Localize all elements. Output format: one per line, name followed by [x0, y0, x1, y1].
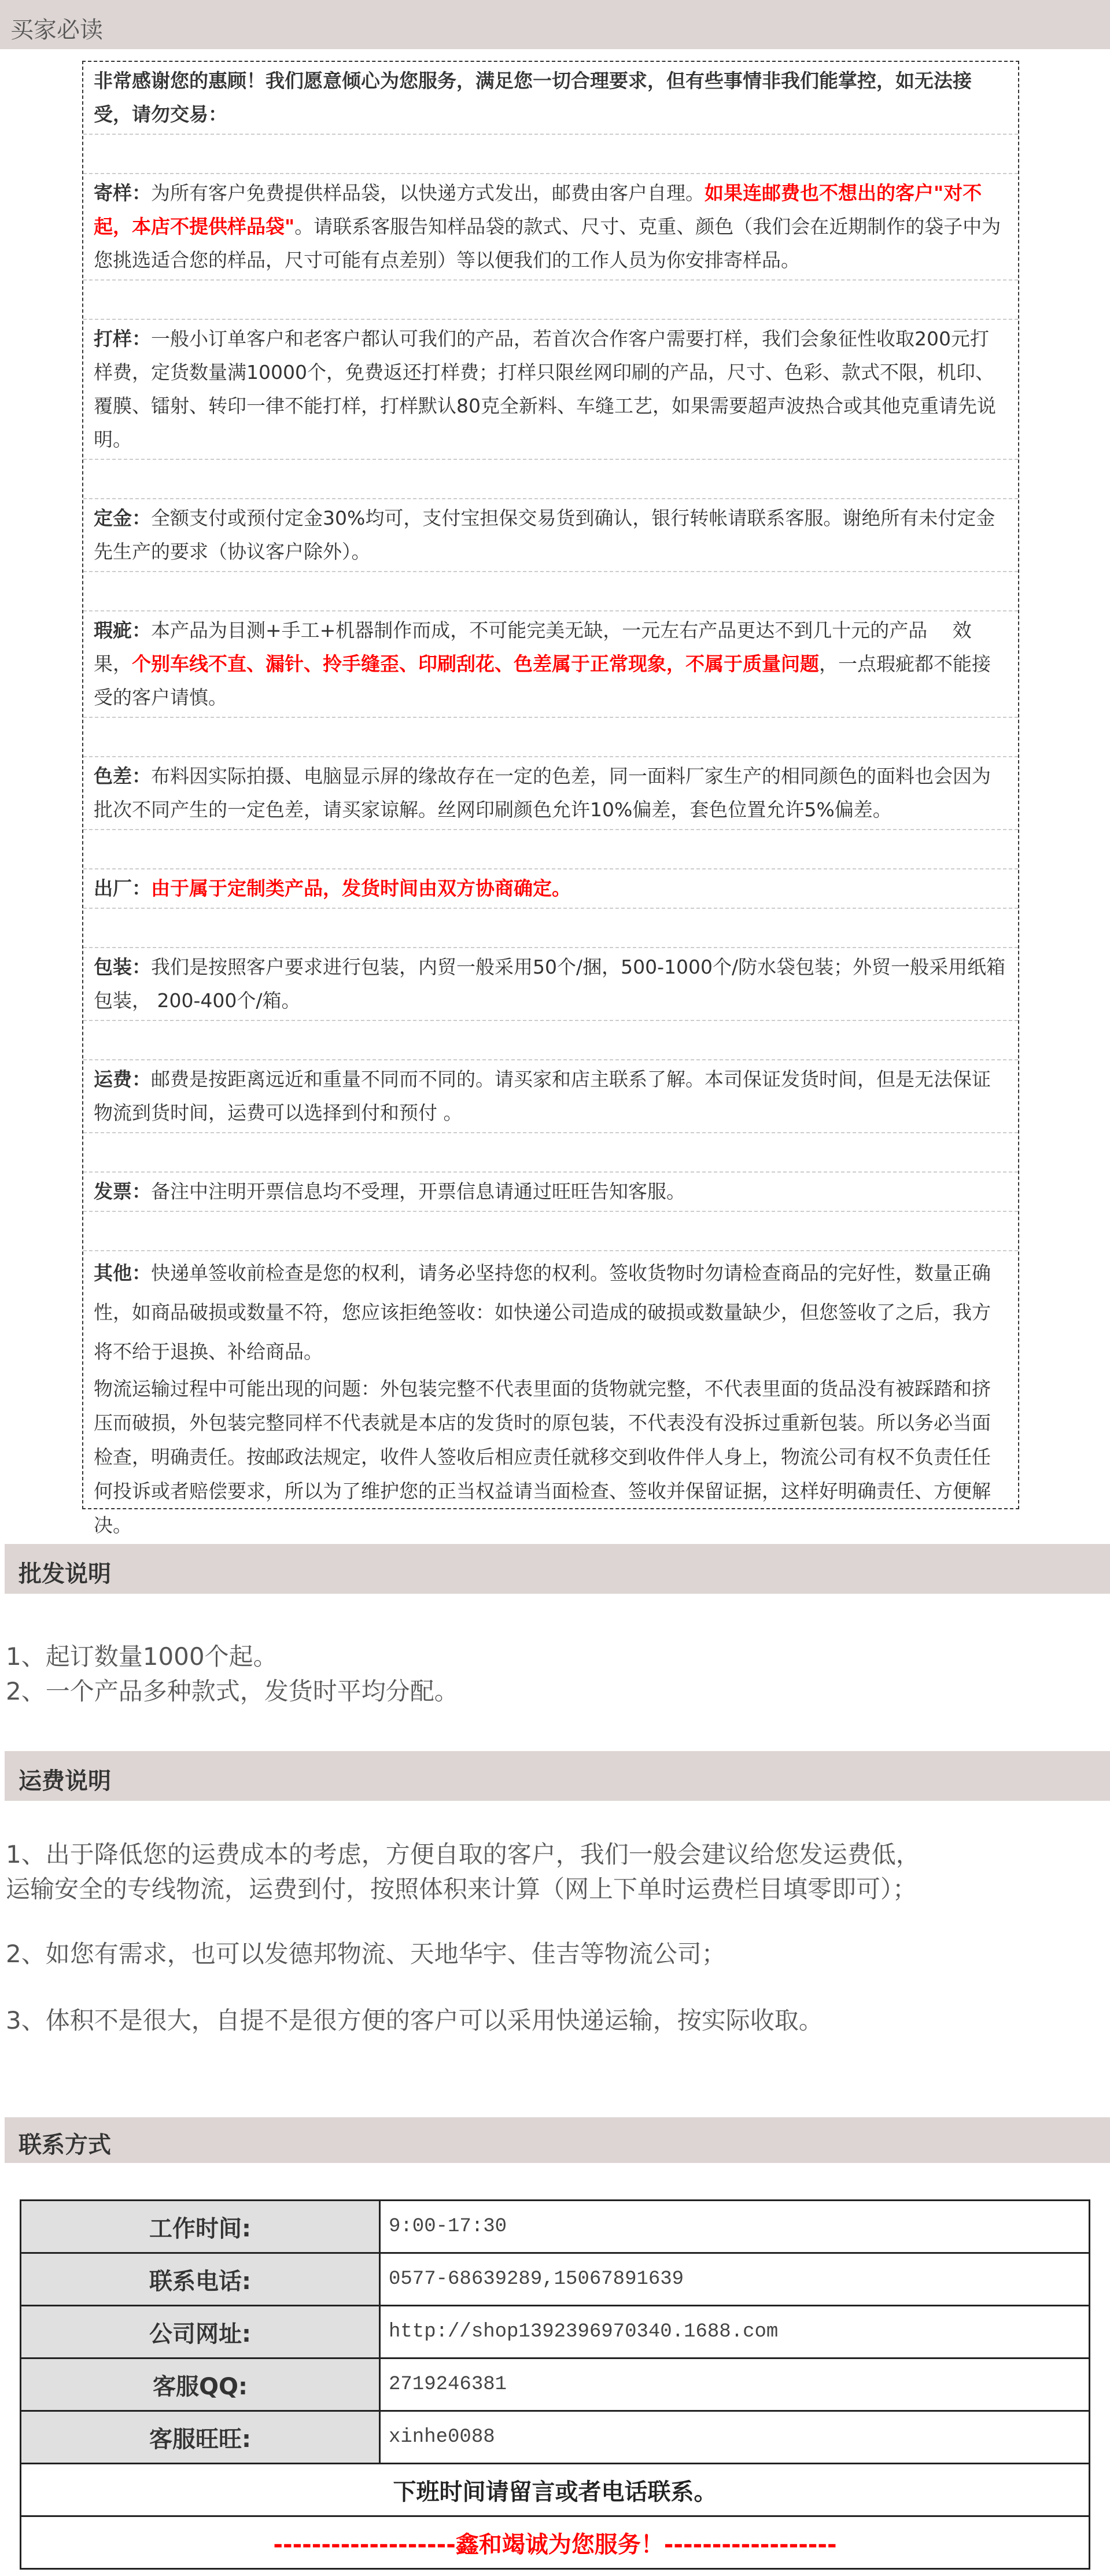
notice-spacer-row: [83, 281, 1018, 320]
contact-value: 9:00-17:30: [380, 2201, 1090, 2253]
notice-label: 包装：: [94, 956, 151, 978]
notice-text-logistics: 物流运输过程中可能出现的问题：外包装完整不代表里面的货物就完整，不代表里面的货品没有被踩踏和挤压而破损，外包装完整同样不代表就是本店的发货时的原包装，不代表没有没拆过重新包装。所以务必当面检查，明确责任。按邮政法规定，收件人签收后相应责任就移交到收件伴人身上，物流公司有权不负责任任何投诉或者赔偿要求，所以为了维护您的正当权益请当面检查、签收并保留证据，这样好明确责任、方便解决。: [94, 1377, 991, 1536]
notice-label: 非常感谢您的惠顾！我们愿意倾心为您服务，满足您一切合理要求，但有些事情非我们能掌控，如无法接受，请勿交易：: [94, 69, 972, 126]
buyer-notice-box: [82, 61, 1019, 1536]
notice-row: [83, 1173, 1018, 1212]
shipping-item: 3、体积不是很大，自提不是很方便的客户可以采用快递运输，按实际收取。: [6, 2006, 823, 2035]
notice-row: [83, 869, 1018, 909]
wholesale-list: [6, 1639, 931, 1709]
notice-label: 打样：: [94, 327, 151, 350]
notice-row: [83, 611, 1018, 718]
contact-note-row: [21, 2464, 1090, 2516]
section-header-shipping: [5, 1751, 1110, 1801]
notice-label: 出厂：: [94, 877, 151, 900]
notice-text: 备注中注明开票信息均不受理，开票信息请通过旺旺告知客服。: [151, 1180, 685, 1203]
notice-spacer-row: [83, 460, 1018, 499]
notice-text: 我们是按照客户要求进行包装，内贸一般采用50个/捆，500-1000个/防水袋包装；外贸一般采用纸箱包装， 200-400个/箱。: [94, 956, 1006, 1012]
notice-row: [83, 948, 1018, 1021]
contact-row: [21, 2358, 1090, 2411]
slogan: -------------------鑫和竭诚为您服务！------------------: [21, 2516, 1090, 2569]
contact-table: [20, 2199, 1090, 2570]
notice-text: 一般小订单客户和老客户都认可我们的产品，若首次合作客户需要打样，我们会象征性收取200元打样费，定货数量满10000个，免费返还打样费；打样只限丝网印刷的产品，尺寸、色彩、款式不限，机印、覆膜、镭射、转印一律不能打样，打样默认80克全新料、车缝工艺，如果需要超声波热合或其他克重请先说明。: [94, 327, 996, 451]
notice-text: 为所有客户免费提供样品袋，以快递方式发出，邮费由客户自理。: [151, 182, 705, 204]
notice-highlight: 个别车线不直、漏针、拎手缝歪、印刷刮花、色差属于正常现象，不属于质量问题: [132, 653, 819, 675]
contact-value: xinhe0088: [380, 2411, 1090, 2464]
contact-value: 0577-68639289,15067891639: [380, 2253, 1090, 2306]
contact-note: 下班时间请留言或者电话联系。: [21, 2464, 1090, 2516]
contact-label: 客服旺旺:: [21, 2411, 380, 2464]
notice-highlight: 由于属于定制类产品，发货时间由双方协商确定。: [151, 877, 571, 900]
notice-label: 其他：: [94, 1262, 151, 1284]
contact-row: [21, 2201, 1090, 2253]
notice-text: 。请联系客服告知样品袋的款式、尺寸、克重、颜色（我们会在近期制作的袋子中为您挑选适合您的样品，尺寸可能有点差别）等以便我们的工作人员为你安排寄样品。: [94, 215, 1001, 271]
section-header-contact: [5, 2117, 1110, 2163]
notice-label: 色差：: [94, 765, 151, 787]
notice-spacer-row: [83, 1133, 1018, 1173]
section-title: 运费说明: [19, 1768, 111, 1794]
notice-text: ，一点瑕疵都不能接受的客户请慎。: [94, 653, 991, 709]
shipping-list: [6, 1837, 931, 2038]
notice-label: 瑕疵：: [94, 619, 151, 642]
section-header-buyer-notice: [0, 0, 1110, 49]
contact-value: 2719246381: [380, 2358, 1090, 2411]
notice-label: 寄样：: [94, 182, 151, 204]
notice-row: [83, 174, 1018, 281]
shipping-item: 2、如您有需求，也可以发德邦物流、天地华宇、佳吉等物流公司；: [6, 1940, 726, 1968]
notice-label: 运费：: [94, 1068, 151, 1090]
contact-row: [21, 2306, 1090, 2358]
notice-text: 布料因实际拍摄、电脑显示屏的缘故存在一定的色差，同一面料厂家生产的相同颜色的面料也会因为批次不同产生的一定色差，请买家谅解。丝网印刷颜色允许10%偏差，套色位置允许5%偏差。: [94, 765, 991, 821]
section-header-wholesale: [5, 1544, 1110, 1594]
notice-row: [83, 757, 1018, 830]
contact-label: 联系电话:: [21, 2253, 380, 2306]
contact-label: 客服QQ:: [21, 2358, 380, 2411]
contact-value: http://shop1392396970340.1688.com: [380, 2306, 1090, 2358]
notice-spacer-row: [83, 830, 1018, 869]
notice-row-other: [83, 1251, 1018, 1545]
section-title: 联系方式: [19, 2132, 111, 2158]
notice-label: 发票：: [94, 1180, 151, 1203]
notice-highlight: 如果连邮费也不想出的客户"对不起，本店不提供样品袋": [94, 182, 982, 238]
notice-spacer-row: [83, 718, 1018, 757]
notice-text: 邮费是按距离远近和重量不同而不同的。请买家和店主联系了解。本司保证发货时间，但是无法保证物流到货时间，运费可以选择到付和预付 。: [94, 1068, 991, 1124]
notice-row: [83, 1060, 1018, 1133]
shipping-item: 1、出于降低您的运费成本的考虑，方便自取的客户，我们一般会建议给您发运费低，运输安全的专线物流，运费到付，按照体积来计算（网上下单时运费栏目填零即可）；: [6, 1840, 920, 1903]
notice-label: 定金：: [94, 507, 151, 529]
notice-text: 快递单签收前检查是您的权利，请务必坚持您的权利。签收货物时勿请检查商品的完好性，数量正确性，如商品破损或数量不符，您应该拒绝签收：如快递公司造成的破损或数量缺少，但您签收了之后，我方将不给于退换、补给商品。: [94, 1262, 991, 1363]
contact-row: [21, 2253, 1090, 2306]
wholesale-item: 2、一个产品多种款式，发货时平均分配。: [6, 1677, 459, 1705]
notice-row: [83, 62, 1018, 135]
notice-text: 本产品为目测+手工+机器制作而成，不可能完美无缺，一元左右产品更达不到几十元的产品 效果，: [94, 619, 972, 675]
notice-spacer-row: [83, 1212, 1018, 1251]
section-title: 批发说明: [19, 1561, 111, 1587]
notice-spacer-row: [83, 1021, 1018, 1060]
section-title: 买家必读: [10, 17, 103, 43]
notice-spacer-row: [83, 572, 1018, 611]
wholesale-item: 1、起订数量1000个起。: [6, 1642, 278, 1671]
notice-row: [83, 499, 1018, 572]
contact-row: [21, 2411, 1090, 2464]
contact-slogan-row: [21, 2516, 1090, 2569]
notice-text: 全额支付或预付定金30%均可，支付宝担保交易货到确认，银行转帐请联系客服。谢绝所有未付定金先生产的要求（协议客户除外）。: [94, 507, 995, 563]
notice-spacer-row: [83, 135, 1018, 174]
contact-label: 工作时间:: [21, 2201, 380, 2253]
notice-row: [83, 320, 1018, 460]
notice-spacer-row: [83, 909, 1018, 948]
contact-label: 公司网址:: [21, 2306, 380, 2358]
